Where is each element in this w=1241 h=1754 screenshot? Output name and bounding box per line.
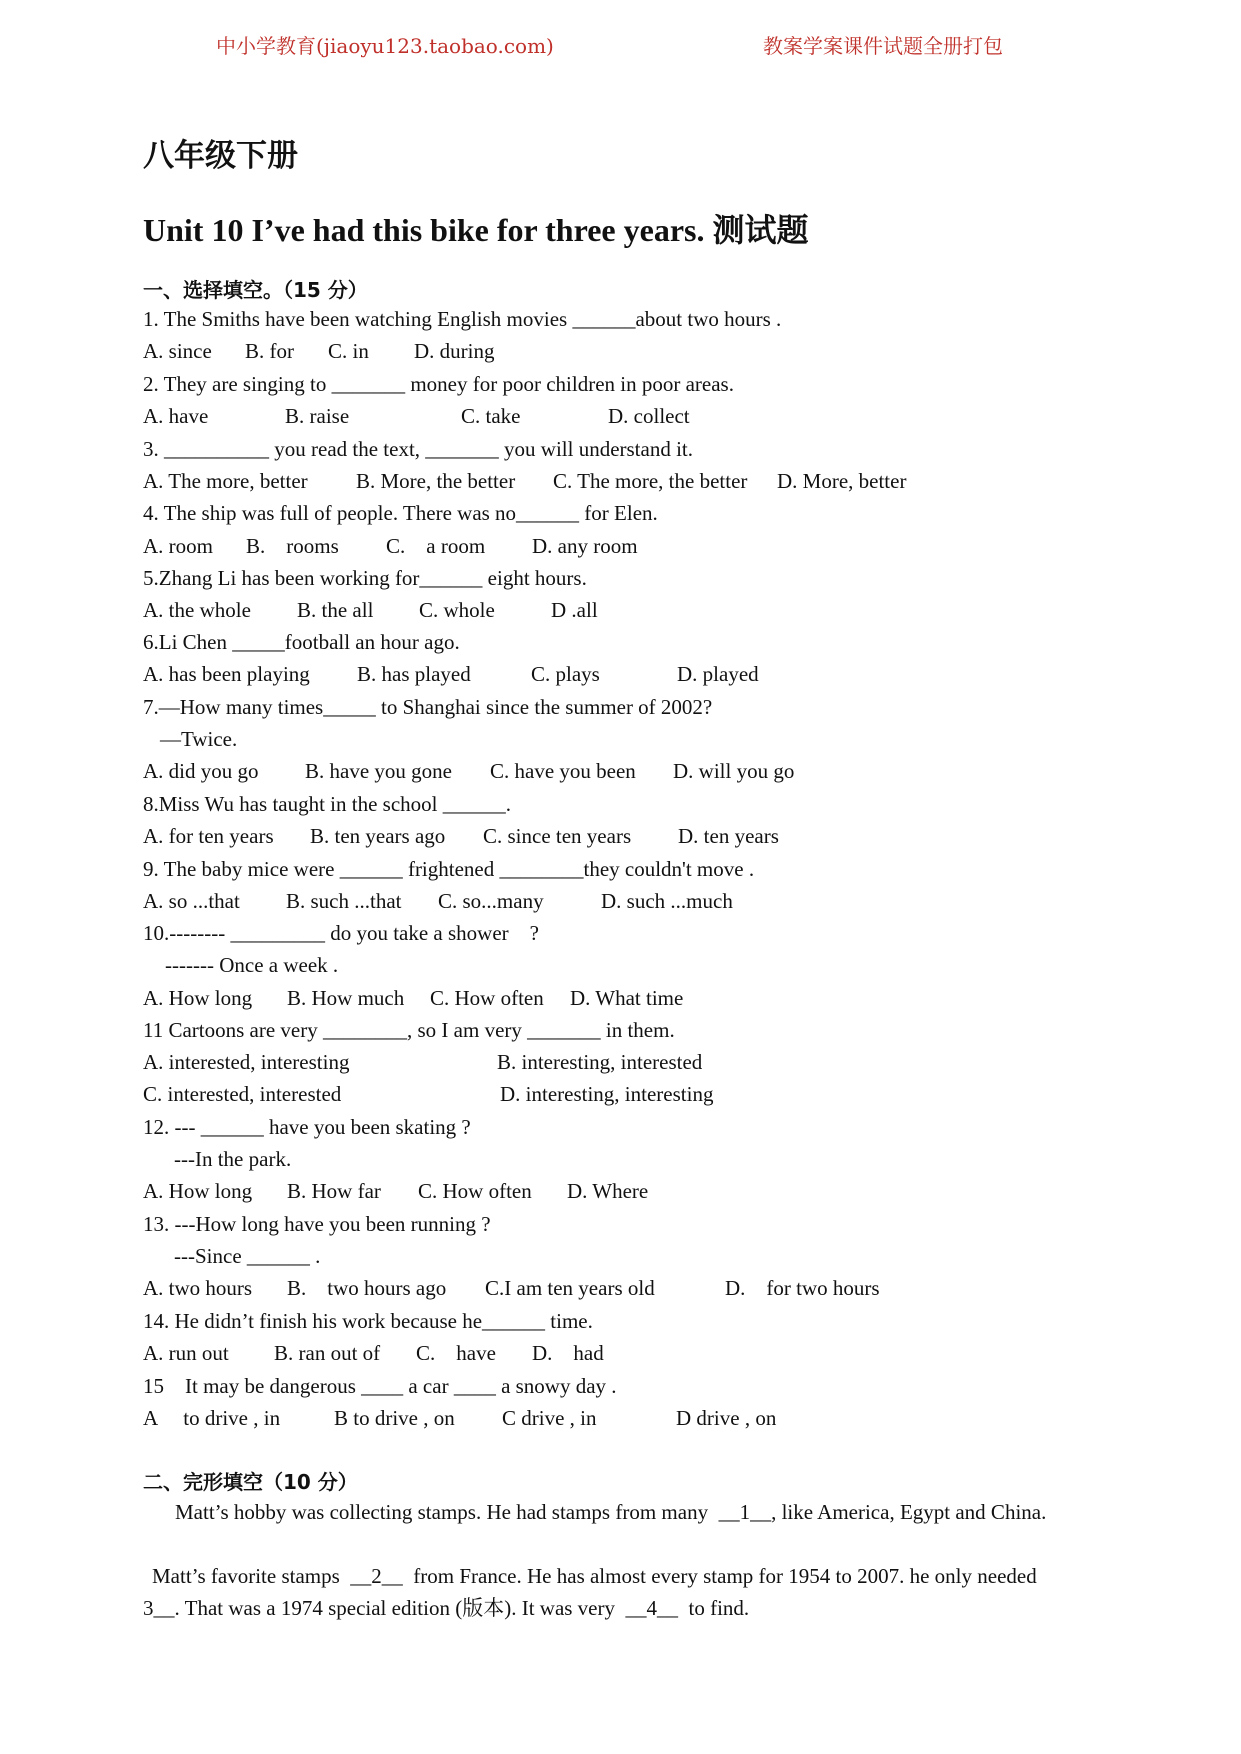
q5-option-a: A. the whole (143, 598, 251, 622)
q3-option-d: D. More, better (777, 469, 907, 493)
question-5: 5.Zhang Li has been working for______ eight hours. (143, 566, 587, 590)
question-7: 7.—How many times_____ to Shanghai since the summer of 2002? (143, 695, 713, 719)
q15-option-c: C drive , in (502, 1406, 597, 1430)
cloze-paragraph-1: Matt’s hobby was collecting stamps. He had stamps from many __1__, like America, Egypt and China. (175, 1500, 1047, 1524)
q2-option-d: D. collect (608, 404, 690, 428)
q7-option-a: A. did you go (143, 759, 259, 783)
q4-option-d: D. any room (532, 534, 638, 558)
q2-option-a: A. have (143, 404, 209, 428)
q11-option-d: D. interesting, interesting (500, 1082, 714, 1106)
q7-option-c: C. have you been (490, 759, 636, 783)
question-2: 2. They are singing to _______ money for poor children in poor areas. (143, 372, 734, 396)
q11-option-a: A. interested, interesting (143, 1050, 350, 1074)
q4-option-b: B. rooms (246, 534, 339, 558)
q1-option-b: B. for (245, 339, 294, 363)
q2-option-b: B. raise (285, 404, 350, 428)
question-6: 6.Li Chen _____football an hour ago. (143, 630, 460, 654)
q14-option-c: C. have (416, 1341, 496, 1365)
question-13-answer: ---Since ______ . (174, 1244, 321, 1268)
q15-option-b: B to drive , on (334, 1406, 455, 1430)
q13-option-d: D. for two hours (725, 1276, 880, 1300)
q15-option-d: D drive , on (676, 1406, 777, 1430)
q14-option-d: D. had (532, 1341, 604, 1365)
question-12-answer: ---In the park. (174, 1147, 292, 1171)
q8-option-b: B. ten years ago (310, 824, 446, 848)
question-10-answer: ------- Once a week . (165, 953, 339, 977)
q13-option-b: B. two hours ago (287, 1276, 447, 1300)
q10-option-c: C. How often (430, 986, 544, 1010)
grade-title: 八年级下册 (143, 138, 298, 174)
q7-option-b: B. have you gone (305, 759, 452, 783)
q5-option-d: D .all (551, 598, 598, 622)
q13-option-c: C.I am ten years old (485, 1276, 655, 1300)
q4-option-c: C. a room (386, 534, 486, 558)
question-10: 10.-------- _________ do you take a shower ? (143, 921, 539, 945)
q7-option-d: D. will you go (673, 759, 795, 783)
q6-option-c: C. plays (531, 662, 600, 686)
q10-option-a: A. How long (143, 986, 253, 1010)
q6-option-a: A. has been playing (143, 662, 310, 686)
question-3: 3. __________ you read the text, _______ you will understand it. (143, 437, 694, 461)
q1-option-c: C. in (328, 339, 369, 363)
question-11: 11 Cartoons are very ________, so I am very _______ in them. (143, 1018, 675, 1042)
q8-option-c: C. since ten years (483, 824, 632, 848)
q11-option-b: B. interesting, interested (497, 1050, 703, 1074)
q12-option-c: C. How often (418, 1179, 532, 1203)
q2-option-c: C. take (461, 404, 521, 428)
unit-title: Unit 10 I’ve had this bike for three years. 测试题 (143, 212, 809, 248)
q3-option-b: B. More, the better (356, 469, 516, 493)
q10-option-d: D. What time (570, 986, 684, 1010)
section1-heading: 一、选择填空。（15 分） (143, 278, 368, 302)
q11-option-c: C. interested, interested (143, 1082, 342, 1106)
header-left: 中小学教育(jiaoyu123.taobao.com) (216, 34, 554, 58)
q6-option-b: B. has played (357, 662, 471, 686)
q9-option-a: A. so ...that (143, 889, 240, 913)
q14-option-a: A. run out (143, 1341, 229, 1365)
q3-option-c: C. The more, the better (553, 469, 748, 493)
q9-option-d: D. such ...much (601, 889, 733, 913)
q12-option-b: B. How far (287, 1179, 381, 1203)
q14-option-b: B. ran out of (274, 1341, 381, 1365)
q9-option-b: B. such ...that (286, 889, 402, 913)
q12-option-d: D. Where (567, 1179, 649, 1203)
q8-option-a: A. for ten years (143, 824, 274, 848)
q15-option-a: A to drive , in (143, 1406, 281, 1430)
question-4: 4. The ship was full of people. There was no______ for Elen. (143, 501, 658, 525)
section2-heading: 二、完形填空（10 分） (143, 1470, 358, 1494)
q9-option-c: C. so...many (438, 889, 544, 913)
q6-option-d: D. played (677, 662, 759, 686)
q8-option-d: D. ten years (678, 824, 779, 848)
q1-option-d: D. during (414, 339, 495, 363)
question-8: 8.Miss Wu has taught in the school ______. (143, 792, 512, 816)
question-14: 14. He didn’t finish his work because he______ time. (143, 1309, 593, 1333)
header-right: 教案学案课件试题全册打包 (763, 34, 1003, 58)
q5-option-c: C. whole (419, 598, 495, 622)
question-1: 1. The Smiths have been watching English movies ______about two hours . (143, 307, 782, 331)
q3-option-a: A. The more, better (143, 469, 308, 493)
question-9: 9. The baby mice were ______ frightened ________they couldn't move . (143, 857, 755, 881)
question-15: 15 It may be dangerous ____ a car ____ a snowy day . (143, 1374, 617, 1398)
q13-option-a: A. two hours (143, 1276, 253, 1300)
cloze-paragraph-2a: Matt’s favorite stamps __2__ from France. He has almost every stamp for 1954 to 2007. he only needed (152, 1564, 1037, 1588)
q4-option-a: A. room (143, 534, 213, 558)
q5-option-b: B. the all (297, 598, 374, 622)
q10-option-b: B. How much (287, 986, 405, 1010)
question-13: 13. ---How long have you been running ? (143, 1212, 491, 1236)
question-7-answer: —Twice. (160, 727, 238, 751)
q1-option-a: A. since (143, 339, 212, 363)
cloze-paragraph-2b: 3__. That was a 1974 special edition (版本). It was very __4__ to find. (143, 1596, 750, 1620)
q12-option-a: A. How long (143, 1179, 253, 1203)
question-12: 12. --- ______ have you been skating ? (143, 1115, 471, 1139)
